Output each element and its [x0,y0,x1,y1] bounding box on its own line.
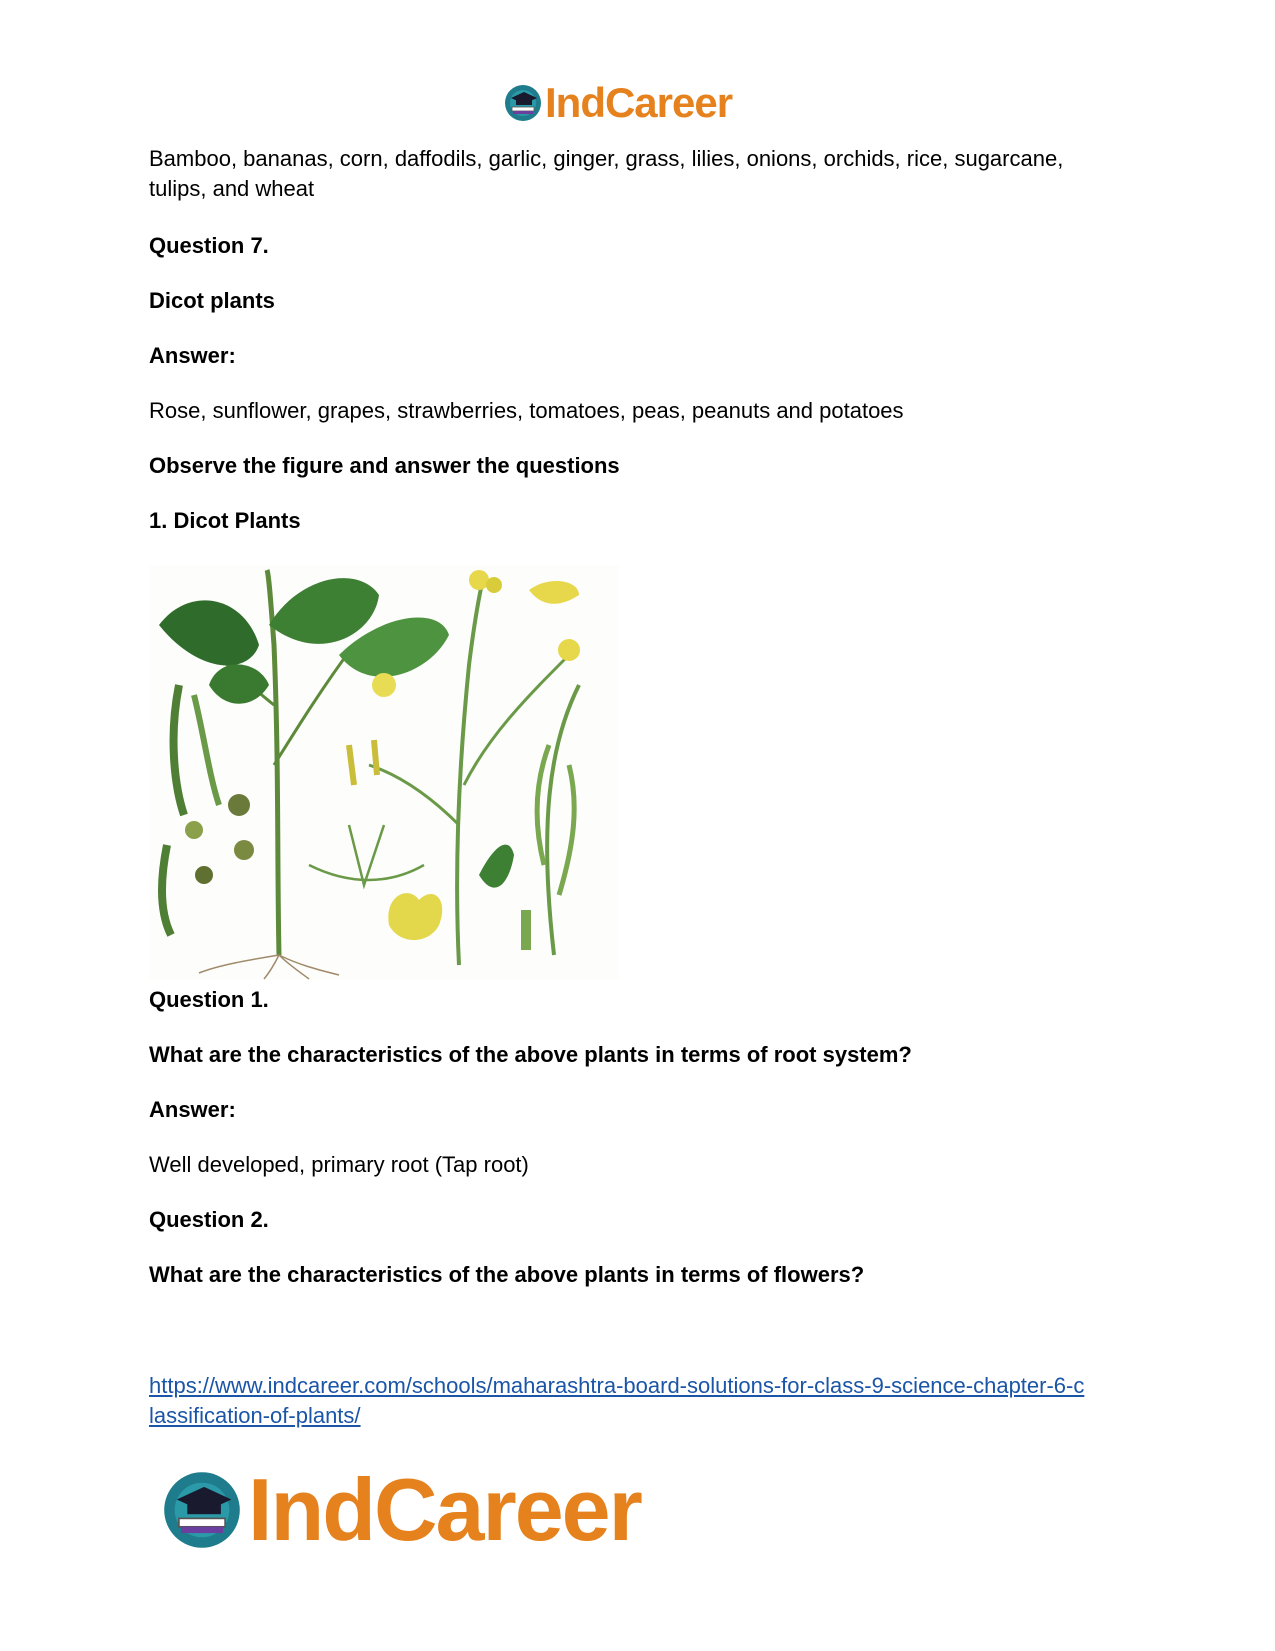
answer-label: Answer: [149,343,236,368]
question-7-answer: Rose, sunflower, grapes, strawberries, tomatoes, peas, peanuts and potatoes [149,398,904,423]
graduation-cap-book-icon [160,1468,244,1552]
logo-wordmark: IndCareer [545,79,733,126]
figure-subheading: 1. Dicot Plants [149,508,301,533]
graduation-cap-book-icon [503,83,543,123]
dicot-plant-illustration [149,565,619,980]
section-heading: Observe the figure and answer the questions [149,453,620,478]
source-url-line-2[interactable]: lassification-of-plants/ [149,1403,361,1428]
monocot-list-line-1: Bamboo, bananas, corn, daffodils, garlic, ginger, grass, lilies, onions, orchids, rice, sugarcane, [149,146,1064,171]
indcareer-logo-top [503,80,732,126]
indcareer-logo-bottom [160,1460,641,1559]
question-1-answer: Well developed, primary root (Tap root) [149,1152,529,1177]
question-7-label: Question 7. [149,233,269,258]
monocot-list-line-2: tulips, and wheat [149,176,315,201]
question-2-text: What are the characteristics of the above plants in terms of flowers? [149,1262,865,1287]
logo-wordmark: IndCareer [248,1460,641,1559]
question-1-text: What are the characteristics of the above plants in terms of root system? [149,1042,912,1067]
question-2-label: Question 2. [149,1207,269,1232]
question-7-text: Dicot plants [149,288,275,313]
source-url-line-1[interactable]: https://www.indcareer.com/schools/maharashtra-board-solutions-for-class-9-science-chapter-6-c [149,1373,1085,1398]
answer-label: Answer: [149,1097,236,1122]
question-1-label: Question 1. [149,987,269,1012]
